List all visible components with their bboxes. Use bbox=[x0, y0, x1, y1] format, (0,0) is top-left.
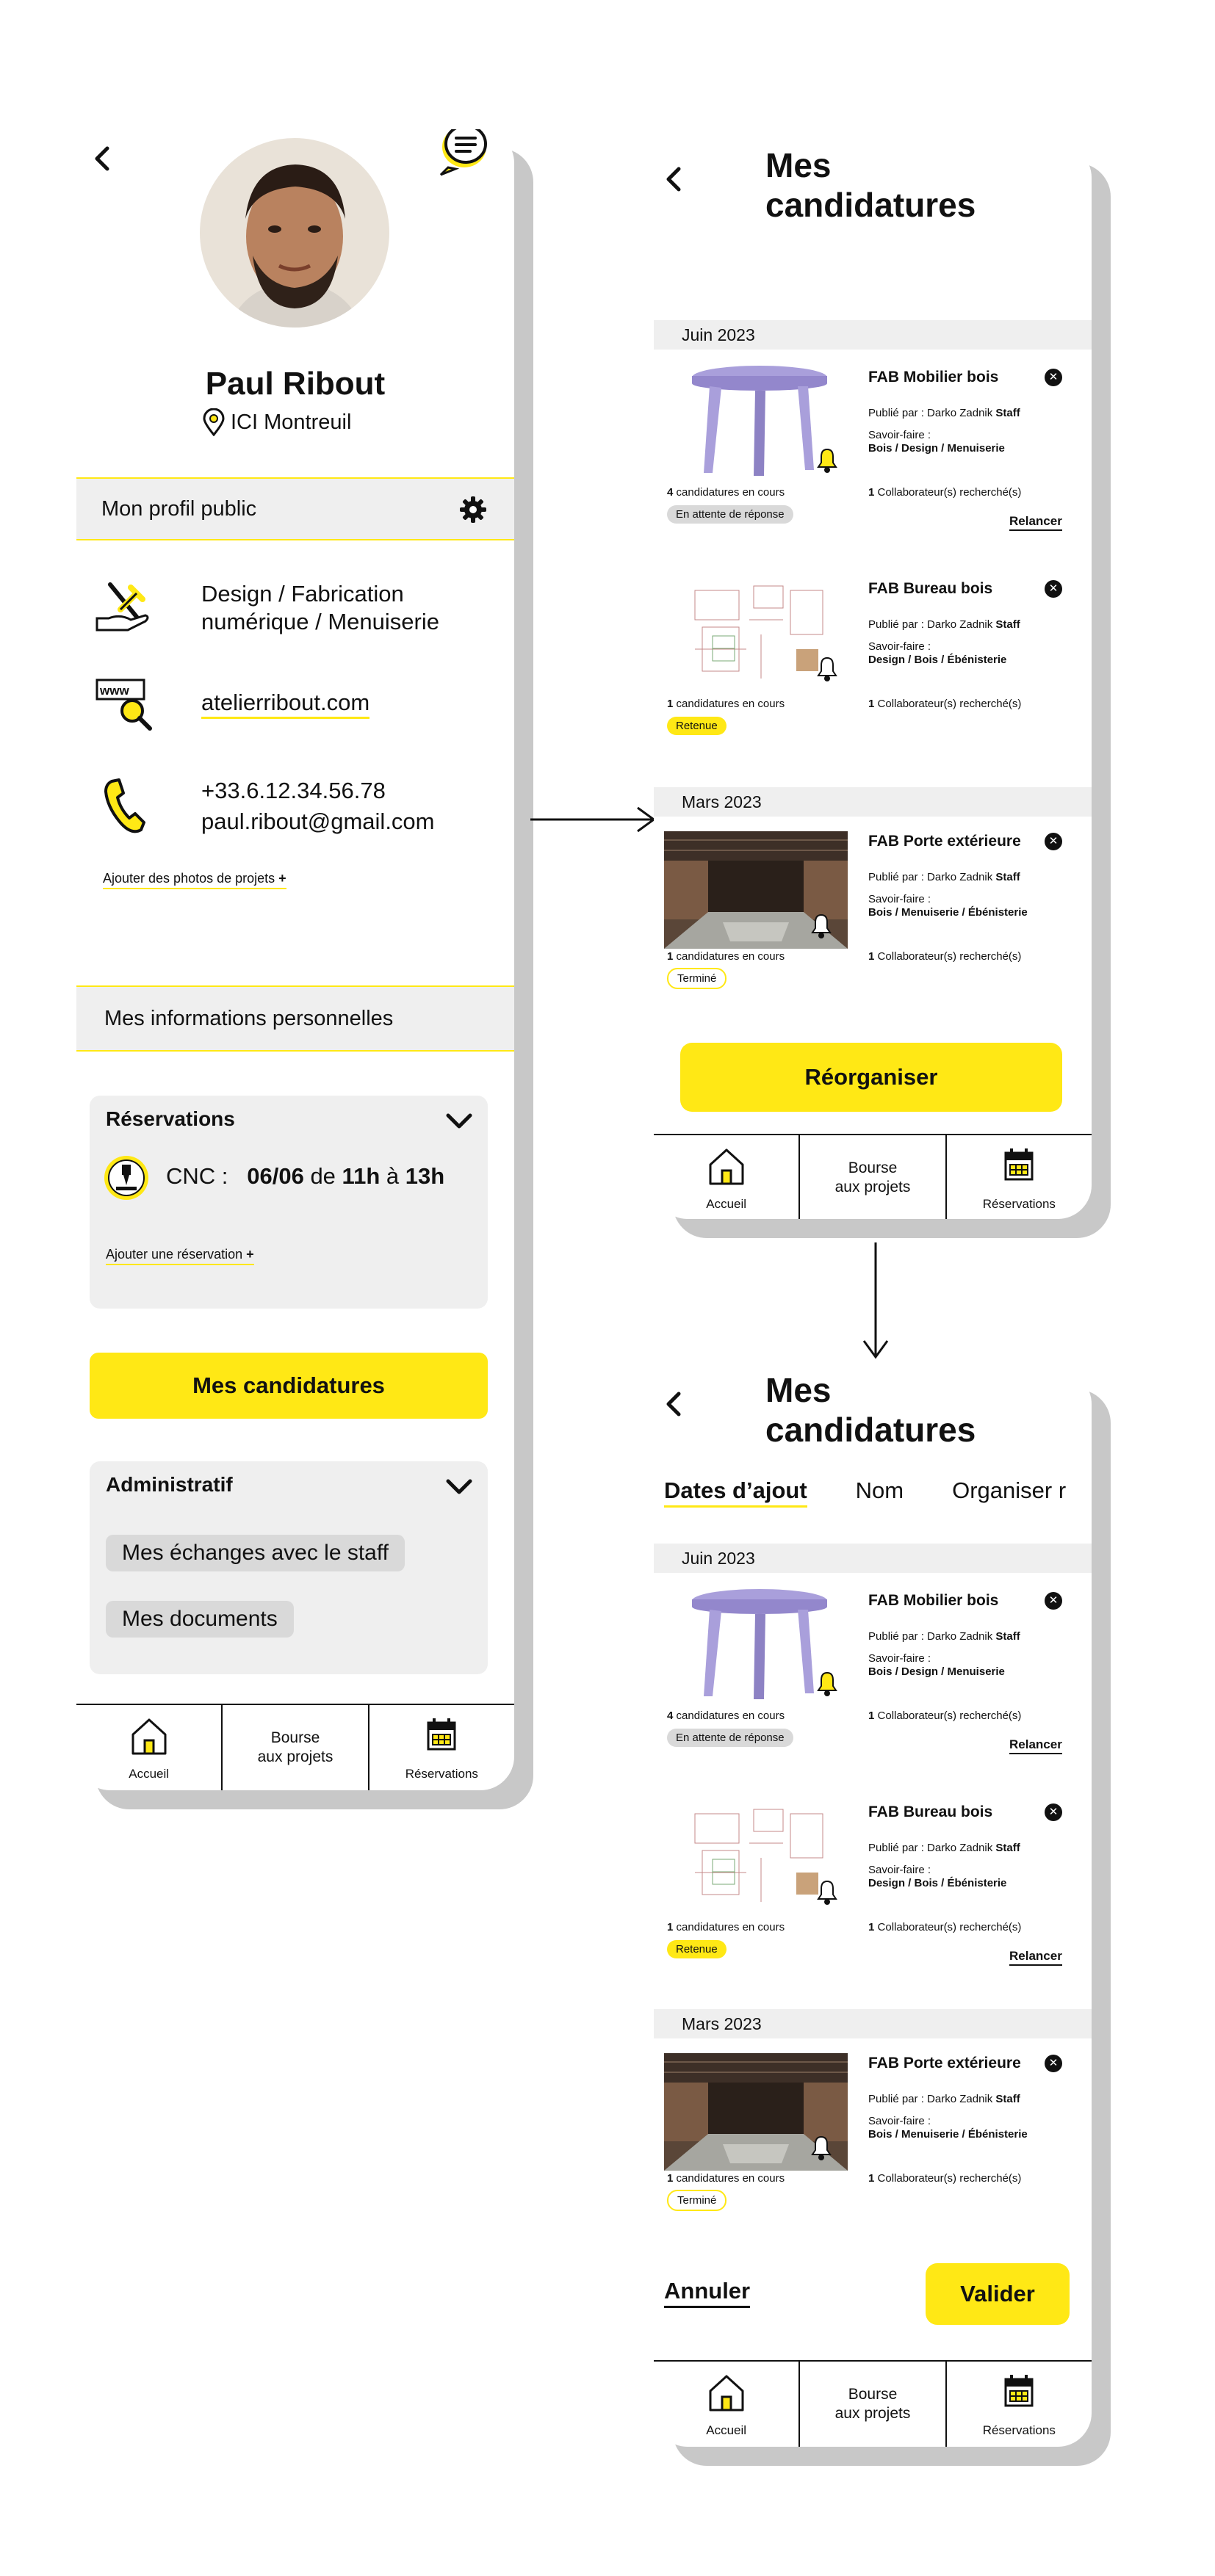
www-search-icon bbox=[95, 676, 156, 733]
nav-bourse[interactable] bbox=[798, 2362, 945, 2447]
chevron-down-icon[interactable] bbox=[445, 1112, 473, 1131]
count-label: candidatures en cours bbox=[676, 1710, 785, 1722]
staff-exchanges-item[interactable]: Mes échanges avec le staff bbox=[106, 1535, 405, 1571]
card-title: FAB Porte extérieure bbox=[868, 833, 1021, 850]
bell-icon[interactable] bbox=[807, 2132, 836, 2162]
nav-reservations-label: Réservations bbox=[982, 1197, 1056, 1211]
published-by-label: Publié par : Darko Zadnik bbox=[868, 407, 993, 419]
staff-label: Staff bbox=[995, 618, 1020, 631]
collab-label: Collaborateur(s) recherché(s) bbox=[877, 2172, 1022, 2185]
public-profile-header[interactable] bbox=[76, 477, 514, 540]
phone-number[interactable]: +33.6.12.34.56.78 bbox=[201, 778, 386, 803]
arrow-down-icon bbox=[861, 1242, 890, 1360]
home-icon bbox=[130, 1717, 168, 1756]
application-card[interactable] bbox=[654, 568, 1092, 767]
bottom-nav bbox=[654, 1134, 1092, 1219]
admin-title: Administratif bbox=[106, 1473, 233, 1496]
status-badge: Retenue bbox=[667, 1940, 727, 1958]
bell-icon[interactable] bbox=[812, 1877, 842, 1906]
blueprint-image bbox=[688, 1799, 832, 1909]
profile-name: Paul Ribout bbox=[205, 366, 386, 402]
cancel-button[interactable]: Annuler bbox=[664, 2278, 750, 2308]
bottom-nav bbox=[654, 2360, 1092, 2447]
plus-icon: + bbox=[278, 871, 286, 886]
applications-count bbox=[667, 698, 785, 710]
nav-bourse-label-2: aux projets bbox=[834, 2405, 911, 2422]
card-title: FAB Mobilier bois bbox=[868, 1592, 999, 1609]
published-by bbox=[868, 407, 1020, 419]
back-button[interactable] bbox=[87, 142, 119, 175]
home-icon bbox=[707, 2373, 746, 2413]
validate-button[interactable]: Valider bbox=[926, 2263, 1070, 2325]
section-header: Mars 2023 bbox=[654, 787, 1092, 817]
remind-button[interactable]: Relancer bbox=[1009, 1949, 1062, 1966]
reservation-detail[interactable] bbox=[166, 1163, 444, 1190]
add-reservation-label: Ajouter une réservation bbox=[106, 1247, 243, 1262]
collab-value: 1 bbox=[868, 950, 875, 963]
nav-home-label: Accueil bbox=[706, 2423, 747, 2437]
count-value: 1 bbox=[667, 2172, 674, 2185]
nav-home[interactable] bbox=[654, 2362, 798, 2447]
card-title: FAB Porte extérieure bbox=[868, 2055, 1021, 2072]
back-button[interactable] bbox=[658, 1388, 691, 1420]
close-icon[interactable]: ✕ bbox=[1045, 1592, 1062, 1610]
application-card[interactable] bbox=[654, 1792, 1092, 1990]
chevron-left-icon bbox=[658, 1388, 691, 1420]
plus-icon: + bbox=[246, 1247, 254, 1262]
published-by-label: Publié par : Darko Zadnik bbox=[868, 618, 993, 631]
status-badge: Terminé bbox=[667, 968, 727, 989]
website-link[interactable]: atelierribout.com bbox=[201, 689, 369, 719]
nav-bourse-label-2: aux projets bbox=[257, 1748, 334, 1765]
count-value: 1 bbox=[667, 950, 674, 963]
from-label: de bbox=[310, 1163, 336, 1189]
published-by bbox=[868, 1630, 1020, 1643]
count-label: candidatures en cours bbox=[676, 950, 785, 963]
location-label: ICI Montreuil bbox=[231, 410, 352, 434]
count-value: 1 bbox=[667, 1921, 674, 1933]
staff-label: Staff bbox=[995, 407, 1020, 419]
staff-label: Staff bbox=[995, 2093, 1020, 2105]
staff-label: Staff bbox=[995, 1842, 1020, 1854]
email-address[interactable]: paul.ribout@gmail.com bbox=[201, 808, 435, 834]
page-title-line-2: candidatures bbox=[765, 1411, 976, 1449]
close-icon[interactable]: ✕ bbox=[1045, 2055, 1062, 2072]
collaborators-count bbox=[868, 486, 1021, 499]
nav-home-label: Accueil bbox=[129, 1767, 170, 1781]
close-icon[interactable]: ✕ bbox=[1045, 833, 1062, 850]
skills-list: Design / Bois / Ébénisterie bbox=[868, 1877, 1007, 1889]
svg-text:www: www bbox=[100, 684, 129, 698]
card-title: FAB Bureau bois bbox=[868, 580, 993, 597]
skills-text: Design / Fabrication numérique / Menuiserie bbox=[201, 581, 439, 634]
count-label: candidatures en cours bbox=[676, 486, 785, 499]
tab-date-added[interactable]: Dates d’ajout bbox=[664, 1477, 807, 1508]
tab-name[interactable]: Nom bbox=[855, 1477, 904, 1503]
status-badge: Terminé bbox=[667, 2190, 727, 2211]
tools-hand-icon bbox=[94, 577, 153, 636]
application-card[interactable] bbox=[654, 822, 1092, 1006]
page-title-line-1: Mes bbox=[765, 1371, 832, 1409]
application-card[interactable] bbox=[654, 357, 1092, 555]
arrow-right-icon bbox=[530, 805, 657, 834]
nav-bourse[interactable] bbox=[221, 1705, 367, 1790]
add-photos-link[interactable] bbox=[103, 871, 286, 889]
admin-card bbox=[90, 1461, 488, 1674]
chevron-left-icon bbox=[658, 163, 691, 195]
collab-value: 1 bbox=[868, 2172, 875, 2185]
collaborators-count bbox=[868, 1921, 1021, 1933]
savoir-label: Savoir-faire : bbox=[868, 640, 931, 653]
collab-label: Collaborateur(s) recherché(s) bbox=[877, 1710, 1022, 1722]
reservation-end: 13h bbox=[405, 1163, 445, 1189]
collab-value: 1 bbox=[868, 486, 875, 499]
applications-count bbox=[667, 1921, 785, 1933]
count-label: candidatures en cours bbox=[676, 1921, 785, 1933]
collaborators-count bbox=[868, 1710, 1021, 1722]
application-card[interactable] bbox=[654, 1580, 1092, 1779]
section-header: Juin 2023 bbox=[654, 320, 1092, 350]
nav-bourse-label-1: Bourse bbox=[848, 1159, 898, 1176]
bell-icon[interactable] bbox=[807, 911, 836, 940]
nav-reservations[interactable] bbox=[945, 2362, 1092, 2447]
nav-bourse-label-1: Bourse bbox=[270, 1729, 320, 1746]
published-by bbox=[868, 1842, 1020, 1854]
page-title bbox=[765, 1370, 976, 1450]
nav-bourse-label-2: aux projets bbox=[834, 1179, 911, 1195]
avatar[interactable] bbox=[200, 138, 389, 328]
back-button[interactable] bbox=[658, 163, 691, 195]
add-reservation-link[interactable] bbox=[106, 1247, 254, 1265]
contact-block bbox=[201, 775, 435, 837]
savoir-label: Savoir-faire : bbox=[868, 2115, 931, 2127]
personal-info-label: Mes informations personnelles bbox=[104, 1006, 394, 1030]
applications-count bbox=[667, 486, 785, 499]
savoir-label: Savoir-faire : bbox=[868, 1652, 931, 1665]
reservations-card bbox=[90, 1096, 488, 1309]
bottom-nav bbox=[76, 1704, 514, 1790]
collab-label: Collaborateur(s) recherché(s) bbox=[877, 486, 1022, 499]
count-label: candidatures en cours bbox=[676, 2172, 785, 2185]
applications-count bbox=[667, 1710, 785, 1722]
remind-button[interactable]: Relancer bbox=[1009, 514, 1062, 531]
blueprint-image bbox=[688, 576, 832, 686]
published-by-label: Publié par : Darko Zadnik bbox=[868, 1842, 993, 1854]
staff-label: Staff bbox=[995, 871, 1020, 883]
nav-reservations-label: Réservations bbox=[982, 2423, 1056, 2437]
calendar-icon bbox=[1003, 2373, 1035, 2409]
page-title-line-1: Mes bbox=[765, 146, 832, 184]
close-icon[interactable]: ✕ bbox=[1045, 369, 1062, 386]
count-label: candidatures en cours bbox=[676, 698, 785, 710]
application-card[interactable] bbox=[654, 2044, 1092, 2228]
savoir-label: Savoir-faire : bbox=[868, 893, 931, 905]
collab-label: Collaborateur(s) recherché(s) bbox=[877, 1921, 1022, 1933]
collab-value: 1 bbox=[868, 1921, 875, 1933]
applications-screen bbox=[654, 144, 1092, 1219]
staff-label: Staff bbox=[995, 1630, 1020, 1643]
phone-icon[interactable] bbox=[101, 777, 145, 836]
sort-tabs bbox=[664, 1477, 1066, 1508]
calendar-icon bbox=[1003, 1147, 1035, 1182]
count-value: 4 bbox=[667, 486, 674, 499]
home-icon bbox=[707, 1147, 746, 1187]
reorganize-screen bbox=[654, 1370, 1092, 2447]
collaborators-count bbox=[868, 698, 1021, 710]
page-title-line-2: candidatures bbox=[765, 186, 976, 224]
skills-list: Bois / Menuiserie / Ébénisterie bbox=[868, 906, 1028, 919]
chevron-left-icon bbox=[87, 142, 119, 175]
section-header: Mars 2023 bbox=[654, 2009, 1092, 2038]
nav-reservations-label: Réservations bbox=[405, 1767, 478, 1781]
status-badge: En attente de réponse bbox=[667, 1729, 793, 1747]
bell-icon[interactable] bbox=[812, 654, 842, 683]
location-pin-icon bbox=[201, 408, 226, 436]
reorganize-button[interactable]: Réorganiser bbox=[680, 1043, 1062, 1112]
section-header: Juin 2023 bbox=[654, 1544, 1092, 1573]
count-value: 1 bbox=[667, 698, 674, 710]
tab-organize[interactable]: Organiser r bbox=[952, 1477, 1067, 1503]
personal-info-header[interactable] bbox=[76, 985, 514, 1052]
reservation-start: 11h bbox=[342, 1163, 381, 1189]
count-value: 4 bbox=[667, 1710, 674, 1722]
nav-bourse-label-1: Bourse bbox=[848, 2386, 898, 2403]
to-label: à bbox=[386, 1163, 400, 1189]
savoir-label: Savoir-faire : bbox=[868, 429, 931, 441]
page-title bbox=[765, 145, 976, 225]
skills-list: Bois / Menuiserie / Ébénisterie bbox=[868, 2128, 1028, 2141]
bell-icon[interactable] bbox=[812, 1668, 842, 1698]
chevron-down-icon[interactable] bbox=[445, 1477, 473, 1497]
savoir-label: Savoir-faire : bbox=[868, 1864, 931, 1876]
published-by bbox=[868, 618, 1020, 631]
skills-list: Bois / Design / Menuiserie bbox=[868, 442, 1005, 455]
chat-bubble-icon[interactable] bbox=[433, 129, 492, 178]
documents-item[interactable]: Mes documents bbox=[106, 1601, 294, 1638]
collaborators-count bbox=[868, 950, 1021, 963]
my-applications-button[interactable]: Mes candidatures bbox=[90, 1353, 488, 1419]
applications-count bbox=[667, 2172, 785, 2185]
nav-reservations[interactable] bbox=[945, 1135, 1092, 1219]
published-by-label: Publié par : Darko Zadnik bbox=[868, 871, 993, 883]
table-image bbox=[688, 361, 832, 477]
nav-bourse[interactable] bbox=[798, 1135, 945, 1219]
applications-count bbox=[667, 950, 785, 963]
published-by-label: Publié par : Darko Zadnik bbox=[868, 2093, 993, 2105]
nav-reservations[interactable] bbox=[368, 1705, 514, 1790]
close-icon[interactable]: ✕ bbox=[1045, 580, 1062, 598]
collab-value: 1 bbox=[868, 698, 875, 710]
nav-home[interactable] bbox=[76, 1705, 221, 1790]
collab-label: Collaborateur(s) recherché(s) bbox=[877, 950, 1022, 963]
published-by bbox=[868, 871, 1020, 883]
profile-screen bbox=[76, 129, 514, 1790]
collab-value: 1 bbox=[868, 1710, 875, 1722]
status-badge: Retenue bbox=[667, 717, 727, 735]
remind-button[interactable]: Relancer bbox=[1009, 1737, 1062, 1754]
machine-label: CNC : bbox=[166, 1163, 228, 1189]
table-image bbox=[688, 1585, 832, 1701]
nav-home-label: Accueil bbox=[706, 1197, 747, 1211]
calendar-icon bbox=[425, 1717, 458, 1752]
published-by-label: Publié par : Darko Zadnik bbox=[868, 1630, 993, 1643]
nav-home[interactable] bbox=[654, 1135, 798, 1219]
card-title: FAB Mobilier bois bbox=[868, 369, 999, 386]
public-profile-label: Mon profil public bbox=[101, 496, 257, 521]
reservation-date: 06/06 bbox=[247, 1163, 304, 1189]
card-title: FAB Bureau bois bbox=[868, 1803, 993, 1820]
reservations-title: Réservations bbox=[106, 1107, 235, 1130]
gear-icon[interactable] bbox=[458, 495, 488, 524]
bell-icon[interactable] bbox=[812, 445, 842, 474]
collaborators-count bbox=[868, 2172, 1021, 2185]
cnc-icon bbox=[103, 1154, 150, 1201]
location bbox=[201, 408, 351, 436]
skills-list: Bois / Design / Menuiserie bbox=[868, 1665, 1005, 1678]
status-badge: En attente de réponse bbox=[667, 505, 793, 524]
add-photos-label: Ajouter des photos de projets bbox=[103, 871, 275, 886]
collab-label: Collaborateur(s) recherché(s) bbox=[877, 698, 1022, 710]
close-icon[interactable]: ✕ bbox=[1045, 1803, 1062, 1821]
skills-list: Design / Bois / Ébénisterie bbox=[868, 654, 1007, 666]
published-by bbox=[868, 2093, 1020, 2105]
